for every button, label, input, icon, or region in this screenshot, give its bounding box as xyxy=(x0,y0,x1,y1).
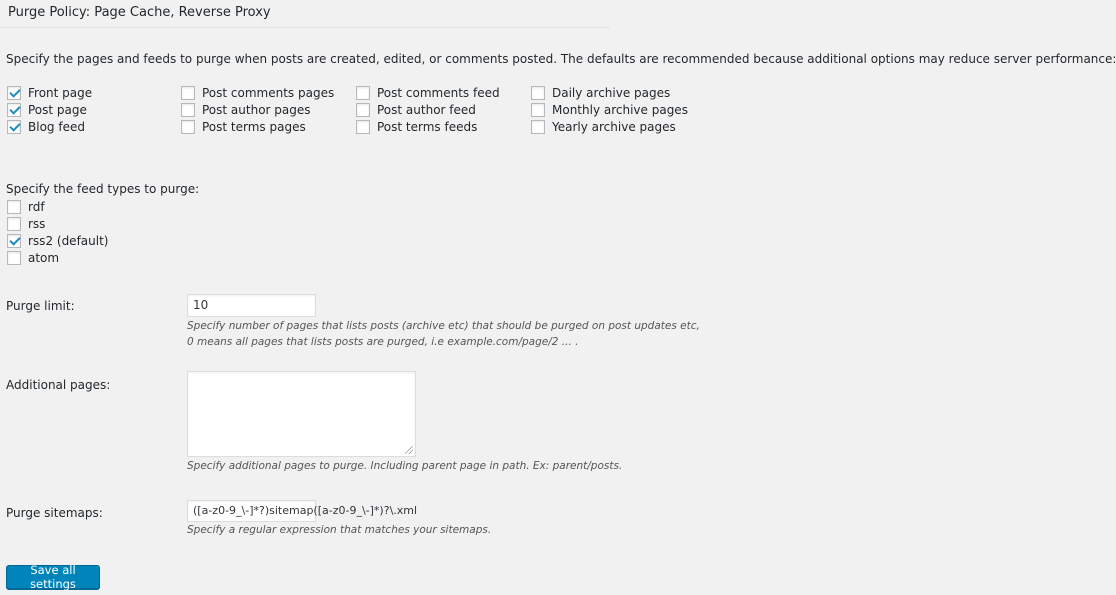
checkbox-label: Post terms pages xyxy=(202,120,306,134)
checkbox-box[interactable] xyxy=(531,120,545,134)
checkbox-monthly-archive-pages[interactable] xyxy=(531,102,688,118)
checkbox-box[interactable] xyxy=(7,234,21,248)
checkbox-box[interactable] xyxy=(531,103,545,117)
purge-limit-description-line-1: Specify number of pages that lists posts (archive etc) that should be purged on post updates etc, xyxy=(187,320,700,332)
checkbox-label: Post terms feeds xyxy=(377,120,478,134)
checkbox-feed-atom[interactable] xyxy=(7,250,59,266)
checkbox-post-comments-feed[interactable] xyxy=(356,85,500,101)
checkbox-daily-archive-pages[interactable] xyxy=(531,85,670,101)
checkbox-label: Post author pages xyxy=(202,103,311,117)
purge-sitemaps-description: Specify a regular expression that matches your sitemaps. xyxy=(187,524,492,536)
checkbox-box[interactable] xyxy=(181,120,195,134)
additional-pages-textarea[interactable] xyxy=(187,371,416,457)
checkbox-label: Post author feed xyxy=(377,103,476,117)
checkbox-label: rss xyxy=(28,217,46,231)
checkbox-post-terms-pages[interactable] xyxy=(181,119,306,135)
checkbox-box[interactable] xyxy=(356,120,370,134)
checkbox-label: atom xyxy=(28,251,60,265)
checkbox-feed-rss2[interactable] xyxy=(7,233,108,249)
title-divider xyxy=(0,27,610,28)
checkbox-feed-rdf[interactable] xyxy=(7,199,45,215)
checkbox-post-terms-feeds[interactable] xyxy=(356,119,477,135)
checkbox-label: Post comments feed xyxy=(377,86,500,100)
checkbox-box[interactable] xyxy=(356,103,370,117)
checkbox-box[interactable] xyxy=(7,200,21,214)
purge-sitemaps-label: Purge sitemaps: xyxy=(6,506,103,520)
checkbox-label: Yearly archive pages xyxy=(552,120,676,134)
checkbox-label: Front page xyxy=(28,86,93,100)
checkbox-feed-rss[interactable] xyxy=(7,216,45,232)
panel-title: Purge Policy: Page Cache, Reverse Proxy xyxy=(8,5,271,20)
checkbox-label: Post comments pages xyxy=(202,86,335,100)
feed-types-label: Specify the feed types to purge: xyxy=(6,182,200,196)
purge-limit-label: Purge limit: xyxy=(6,299,75,313)
checkbox-post-author-pages[interactable] xyxy=(181,102,311,118)
checkbox-label: rdf xyxy=(28,200,45,214)
checkbox-box[interactable] xyxy=(7,103,21,117)
checkbox-post-comments-pages[interactable] xyxy=(181,85,334,101)
checkbox-post-author-feed[interactable] xyxy=(356,102,476,118)
checkbox-box[interactable] xyxy=(181,86,195,100)
save-all-settings-button[interactable]: Save all settings xyxy=(6,565,100,589)
checkbox-box[interactable] xyxy=(7,251,21,265)
checkbox-yearly-archive-pages[interactable] xyxy=(531,119,676,135)
additional-pages-description: Specify additional pages to purge. Including parent page in path. Ex: parent/posts. xyxy=(187,460,623,472)
checkbox-label: Monthly archive pages xyxy=(552,103,688,117)
checkbox-box[interactable] xyxy=(7,217,21,231)
checkbox-box[interactable] xyxy=(7,120,21,134)
checkbox-box[interactable] xyxy=(356,86,370,100)
intro-text: Specify the pages and feeds to purge when posts are created, edited, or comments posted. The defaults are recommended because additional options may reduce server performance: xyxy=(6,52,1116,66)
purge-limit-description-line-2: 0 means all pages that lists posts are purged, i.e example.com/page/2 ... . xyxy=(187,336,579,348)
additional-pages-label: Additional pages: xyxy=(6,378,111,392)
checkbox-label: Post page xyxy=(28,103,87,117)
checkbox-label: Blog feed xyxy=(28,120,85,134)
resize-handle[interactable] xyxy=(405,446,415,456)
purge-limit-input[interactable]: 10 xyxy=(187,294,316,317)
checkbox-front-page[interactable] xyxy=(7,85,92,101)
checkbox-label: rss2 (default) xyxy=(28,234,109,248)
checkbox-box[interactable] xyxy=(7,86,21,100)
checkbox-box[interactable] xyxy=(531,86,545,100)
purge-sitemaps-input[interactable]: ([a-z0-9_\-]*?)sitemap([a-z0-9_\-]*)?\.xml xyxy=(187,500,316,522)
checkbox-box[interactable] xyxy=(181,103,195,117)
checkbox-label: Daily archive pages xyxy=(552,86,671,100)
checkbox-blog-feed[interactable] xyxy=(7,119,85,135)
checkbox-post-page[interactable] xyxy=(7,102,87,118)
